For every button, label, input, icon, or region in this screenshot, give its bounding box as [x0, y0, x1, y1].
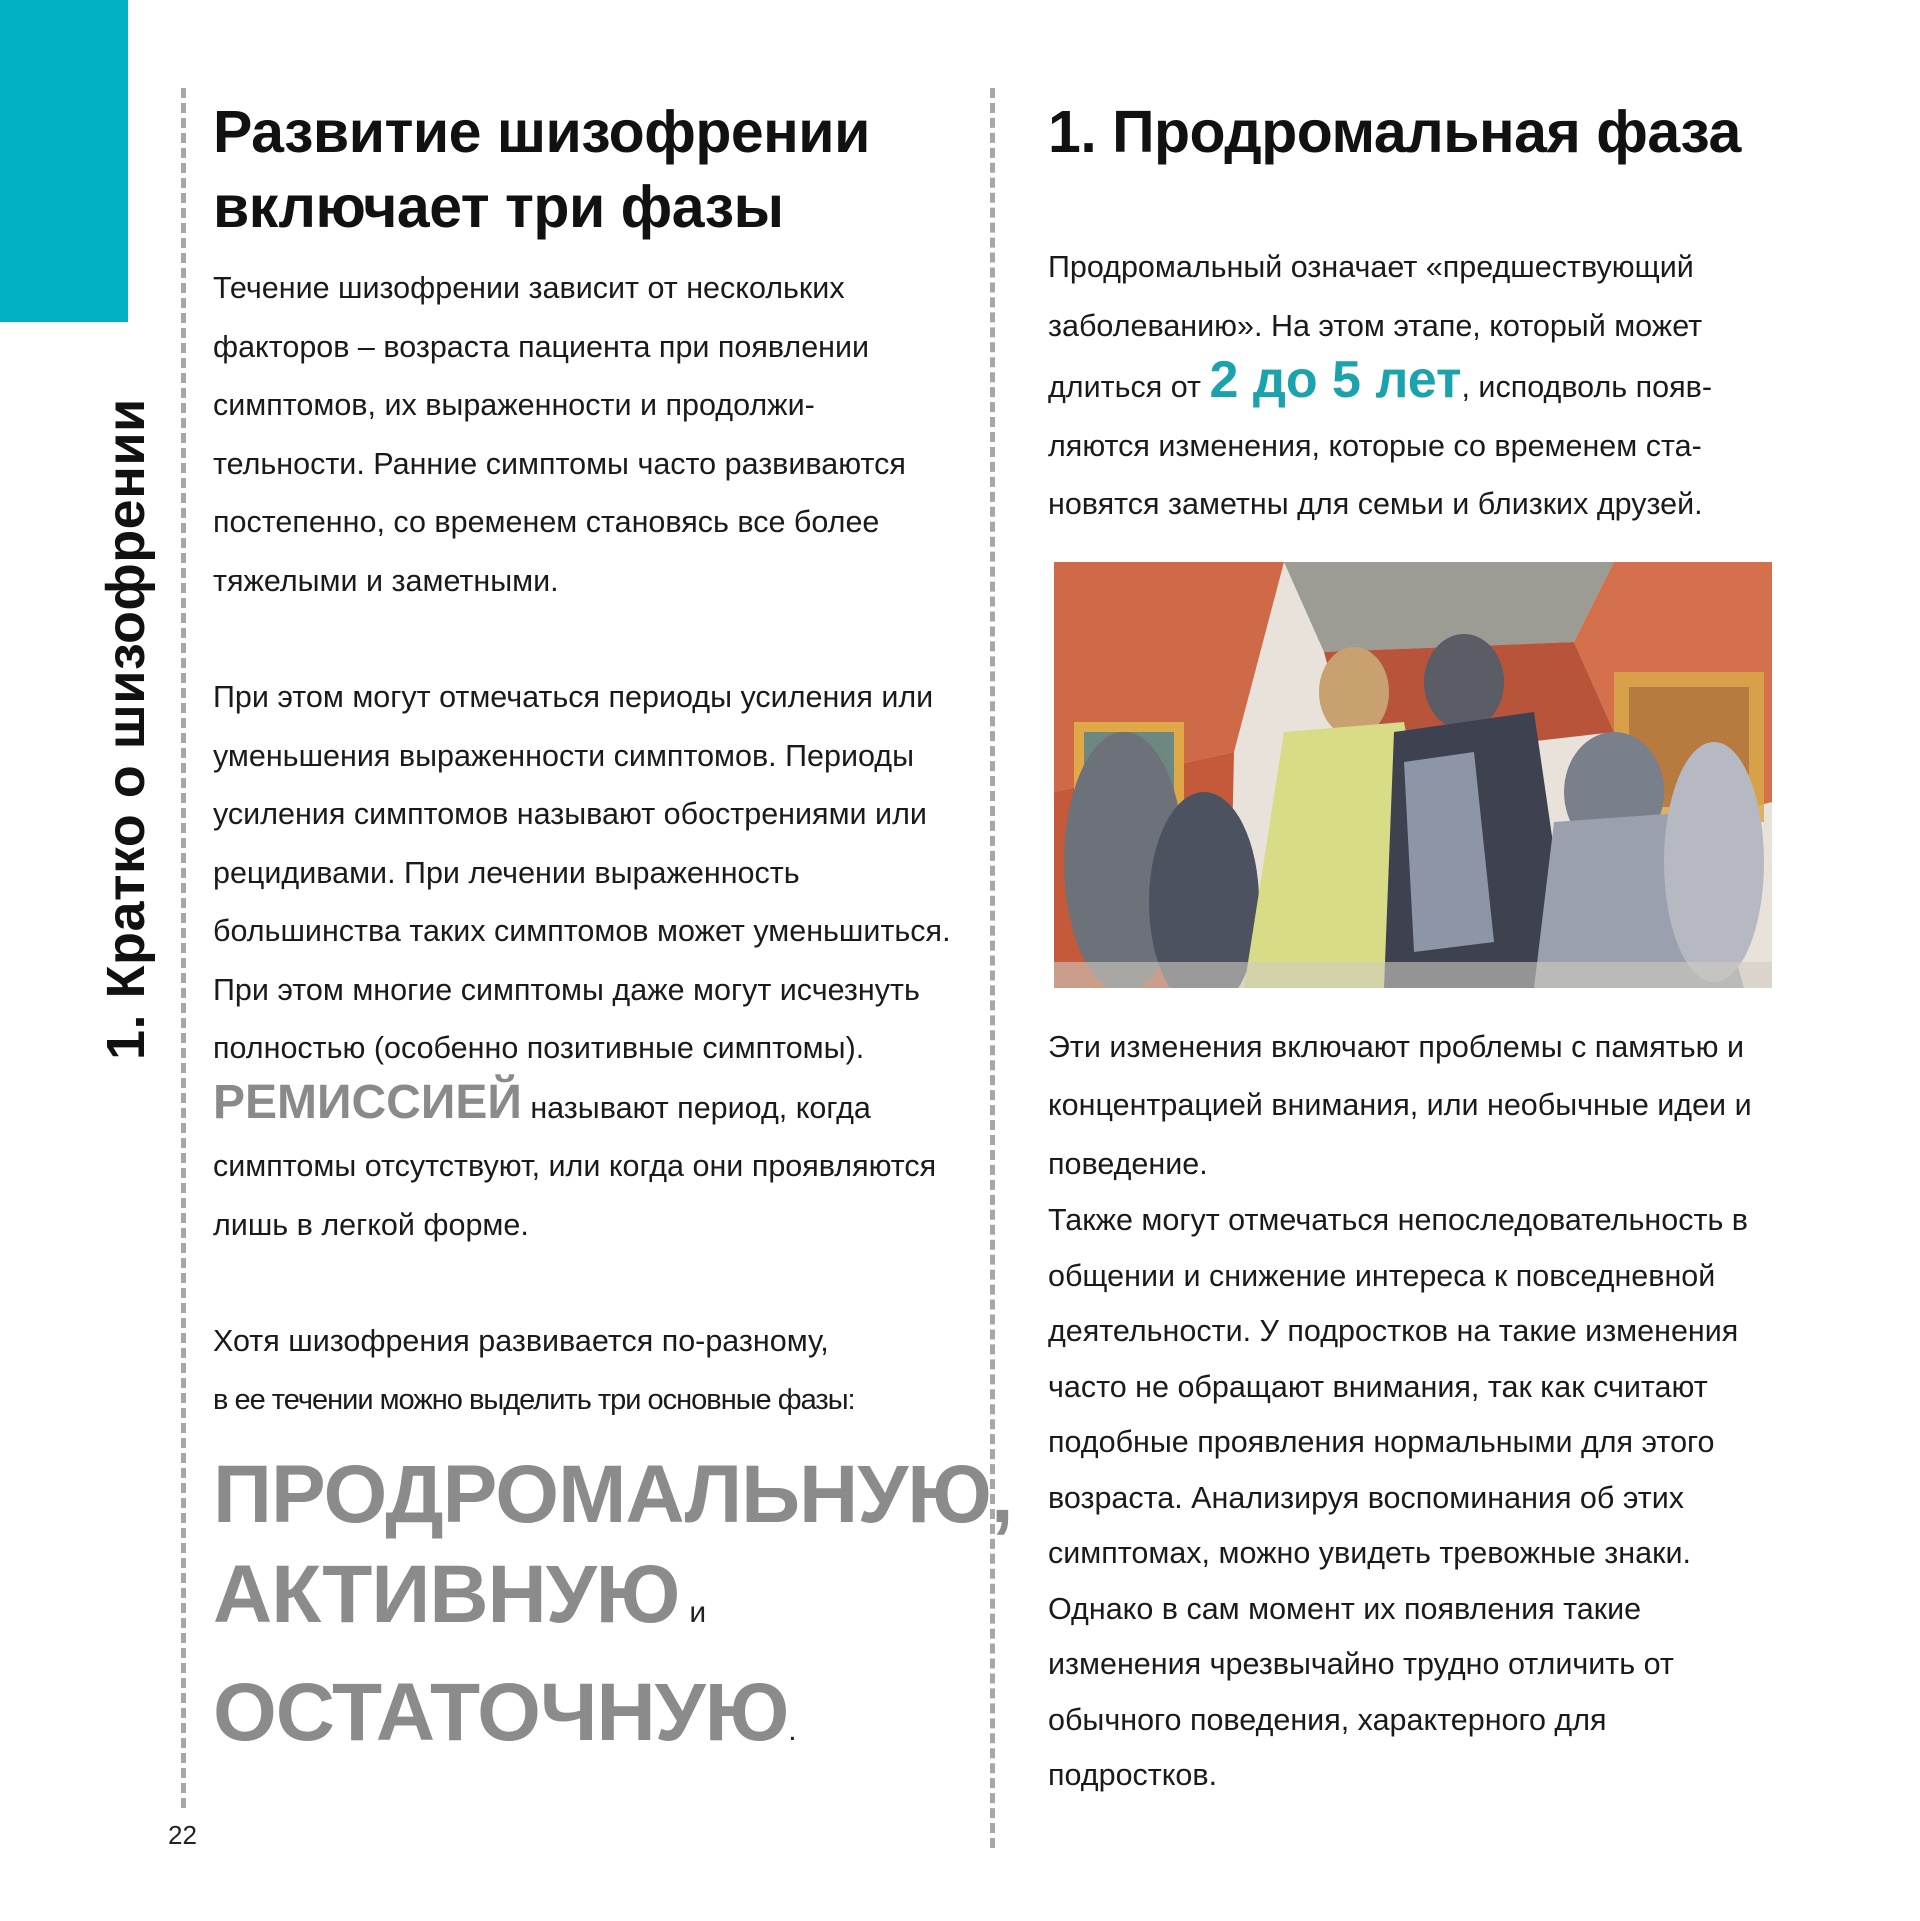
left-paragraph-2: [213, 668, 953, 1254]
section-title-vertical: 1. Кратко о шизофрении: [96, 398, 156, 1060]
left-dashed-divider: [181, 88, 186, 1808]
right-paragraph-1-text: Продромальный означает «предшествующий заболеванию». На этом этапе, который может длиться от: [1048, 250, 1703, 404]
left-heading-line2: включает три фазы: [213, 174, 784, 240]
left-column: [213, 95, 1013, 1781]
right-paragraph-1-tail: , исподволь появляются изменения, которые со временем становятся заметны для семьи и близких друзей.: [1048, 370, 1713, 521]
remission-emphasis: РЕМИССИЕЙ: [213, 1075, 522, 1129]
right-paragraph-2: Эти изменения включают проблемы с памятью и концентрацией внимания, или необычные идеи и поведение.: [1048, 1029, 1752, 1181]
left-paragraph-2-tail: называют период, когда симптомы отсутствуют, или когда они проявляются лишь в легкой форме.: [213, 1090, 937, 1242]
accent-block: [0, 0, 128, 322]
phase-period: .: [788, 1713, 796, 1747]
page-number: 22: [168, 1820, 197, 1850]
phase-active: АКТИВНУЮ: [213, 1548, 680, 1640]
right-paragraph-3: Также могут отмечаться непоследовательность в общении и снижение интереса к повседневной деятельности. У подростков на такие изменения часто не обращают внимания, так как считают подобные проявления нормальными для этого возраста. Анализируя воспоминания об этих симптомах, можно увидеть тревожные знаки. Однако в сам момент их появления такие изменения чрезвычайно трудно отличить от обычного поведения, характерного для подростков.: [1048, 1203, 1749, 1792]
left-heading: [213, 95, 913, 245]
left-heading-line1: Развитие шизофрении: [213, 99, 870, 165]
right-column: [1048, 95, 1783, 1804]
left-paragraph-1: Течение шизофрении зависит от нескольких факторов – возраста пациента при появлении симптомов, их выраженности и продолжительности. Ранние симптомы часто развиваются постепенно, со временем становясь все более тяжелыми и заметными.: [213, 271, 906, 598]
left-paragraph-2-text: При этом могут отмечаться периоды усиления или уменьшения выраженности симптомов. Периоды усиления симптомов называют обострениями или рецидивами. При лечении выраженность большинства таких симптомов может уменьшиться. При этом многие симптомы даже могут исчезнуть полностью (особенно позитивные симптомы).: [213, 680, 951, 1065]
phase-conjunction: и: [689, 1595, 707, 1629]
illustration-image: [1054, 562, 1772, 988]
left-paragraph-3-line1: Хотя шизофрения развивается по-разному,: [213, 1324, 829, 1358]
right-heading: 1. Продромальная фаза: [1048, 99, 1741, 165]
left-paragraph-3: [213, 1312, 953, 1429]
phase-prodromal: ПРОДРОМАЛЬНУЮ,: [213, 1448, 1013, 1540]
duration-emphasis: 2 до 5 лет: [1209, 351, 1462, 409]
right-paragraph-1: [1048, 238, 1783, 534]
phase-residual: ОСТАТОЧНУЮ: [213, 1666, 789, 1758]
middle-dashed-divider: [990, 88, 995, 1848]
phases-list: [213, 1445, 1013, 1781]
left-paragraph-3-line2: в ее течении можно выделить три основные фазы:: [213, 1383, 855, 1416]
phase-active-row: [213, 1545, 953, 1663]
phase-residual-row: [213, 1663, 953, 1781]
